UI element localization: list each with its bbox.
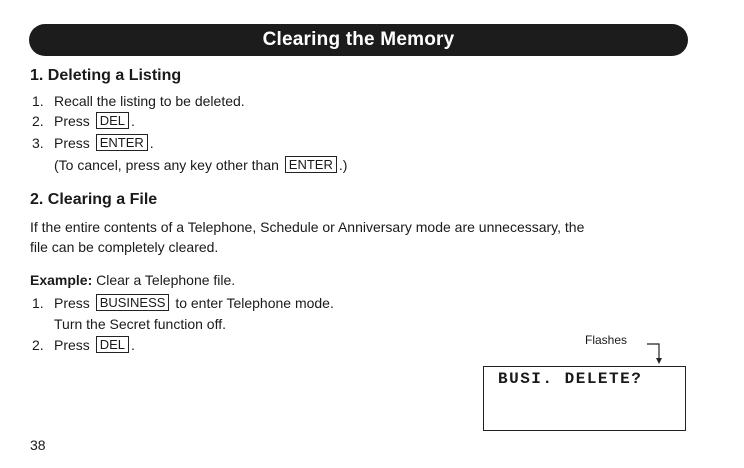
flash-arrow-icon [645,338,669,366]
step-text: Recall the listing to be deleted. [54,93,245,109]
s2-step-1 [32,295,334,312]
s2-step-1-sub: Turn the Secret function off. [54,316,226,332]
example-line [30,272,235,288]
section1-heading: 1. Deleting a Listing [30,67,182,84]
s1-cancel-note [54,157,347,174]
step-suffix: to enter Telephone mode. [175,295,334,311]
step-number: 2. [32,337,44,353]
key-del: DEL [96,336,129,353]
step-text: Press [54,113,90,129]
example-label: Example: [30,272,93,288]
key-enter: ENTER [96,134,148,151]
s2-step-2 [32,337,135,354]
step-number: 1. [32,93,44,109]
step-number: 1. [32,295,44,311]
section2-paragraph-line1: If the entire contents of a Telephone, Schedule or Anniversary mode are unnecessary, the [30,219,585,235]
step-number: 2. [32,113,44,129]
flashes-label: Flashes [585,333,628,347]
note-text: (To cancel, press any key other than [54,157,279,173]
step-suffix: . [149,135,154,151]
key-enter: ENTER [285,156,337,173]
key-del: DEL [96,112,129,129]
step-number: 3. [32,135,44,151]
page-banner [29,24,688,56]
key-business: BUSINESS [96,294,170,311]
s1-step-2 [32,113,135,130]
s1-step-1 [32,93,245,109]
page-number: 38 [30,437,46,453]
lcd-display [483,366,686,431]
step-text: Press [54,135,90,151]
s1-step-3 [32,135,154,152]
section2-paragraph-line2: file can be completely cleared. [30,239,219,255]
lcd-text: BUSI. DELETE? [498,370,643,388]
example-text: Clear a Telephone file. [96,272,236,288]
banner-title: Clearing the Memory [262,29,455,50]
step-text: Press [54,295,90,311]
note-suffix: .) [338,157,348,173]
step-text: Press [54,337,90,353]
step-suffix: . [130,113,135,129]
section2-heading: 2. Clearing a File [30,191,158,208]
step-suffix: . [130,337,135,353]
